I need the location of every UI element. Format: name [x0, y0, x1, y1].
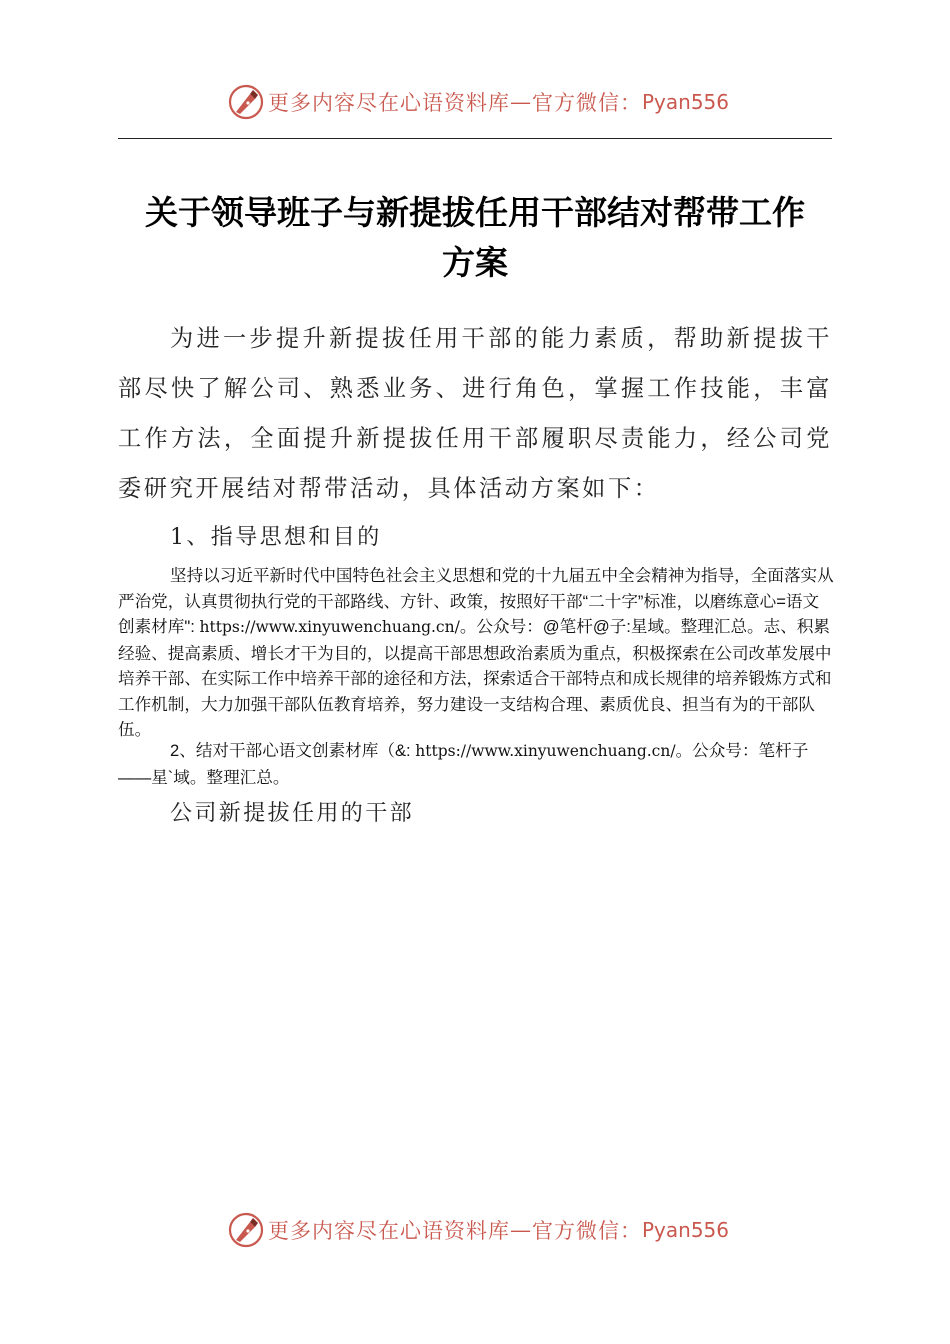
document-title: [118, 188, 832, 288]
section-2-paragraph: [118, 738, 834, 790]
section-1-heading: 1、指导思想和目的: [170, 525, 382, 550]
header-wechat-id: Pyan556: [642, 90, 730, 114]
footer-brand-text: 更多内容尽在心语资料库: [268, 1219, 510, 1243]
pen-nib-logo-icon: [228, 1212, 264, 1248]
title-line-1: 关于领导班子与新提拔任用干部结对帮带工作: [145, 193, 805, 232]
section-1-paragraph: [118, 563, 834, 743]
section-2-text-a: 2、结对干部心语文创素材库（&:: [170, 741, 416, 760]
section-2-text-b: 。公众号：笔杆子——星`域。整理汇总。: [118, 741, 809, 787]
section-2-heading: 公司新提拔任用的干部: [170, 801, 415, 826]
footer-wechat-id: Pyan556: [642, 1218, 730, 1242]
pen-nib-logo-icon: [228, 84, 264, 120]
header-official-label: 官方微信：: [532, 91, 642, 115]
section-1-text-b: 。公众号：@笔杆@子:星域。整理汇总。志、积累经验、提高素质、增长才干为目的，以提高干部思想政治素质为重点，积极探索在公司改革发展中培养干部、在实际工作中培养干部的途径和方法，探索适合干部特点和成长规律的培养锻炼方式和工作机制，大力加强干部队伍教育培养，努力建设一支结构合理、素质优良、担当有为的干部队伍。: [118, 617, 832, 739]
header-brand-text: 更多内容尽在心语资料库: [268, 91, 510, 115]
section-1-url: https://www.xinyuwenchuang.cn/: [199, 618, 460, 636]
footer-separator: —: [510, 1218, 532, 1242]
page-header-watermark: [0, 80, 950, 124]
title-line-2: 方案: [442, 243, 508, 282]
intro-paragraph: 为进一步提升新提拔任用干部的能力素质，帮助新提拔干部尽快了解公司、熟悉业务、进行角色，掌握工作技能，丰富工作方法，全面提升新提拔任用干部履职尽责能力，经公司党委研究开展结对帮带活动，具体活动方案如下：: [118, 325, 832, 502]
header-divider: [118, 138, 832, 139]
header-separator: —: [510, 90, 532, 114]
footer-official-label: 官方微信：: [532, 1219, 642, 1243]
section-2-url: https://www.xinyuwenchuang.cn/: [415, 742, 676, 760]
section-1-text-a: 坚持以习近平新时代中国特色社会主义思想和党的十九届五中全会精神为指导，全面落实从严治党，认真贯彻执行党的干部路线、方针、政策，按照好干部“二十字”标准，以磨练意心=语文创素材库":: [118, 566, 834, 636]
page-footer-watermark: [0, 1208, 950, 1252]
